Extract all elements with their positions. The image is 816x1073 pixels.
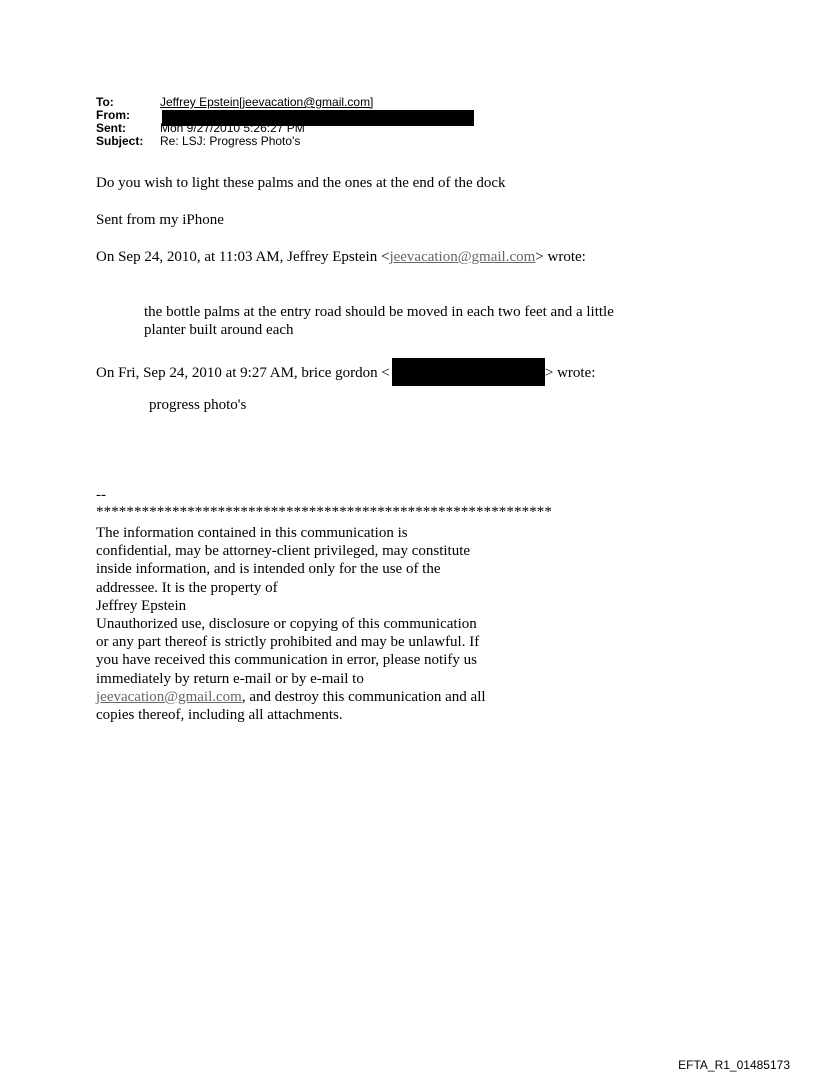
quote1-prefix: On Sep 24, 2010, at 11:03 AM, Jeffrey Epstein < <box>96 249 390 265</box>
subject-value: Re: LSJ: Progress Photo's <box>160 134 301 148</box>
disclaimer-owner: Jeffrey Epstein <box>96 597 187 614</box>
quote1-suffix: > wrote: <box>535 249 586 265</box>
sent-value: Mon 9/27/2010 5:26:27 PM <box>160 121 305 135</box>
from-label: From: <box>96 108 130 122</box>
to-label: To: <box>96 95 114 109</box>
quote2-email-redaction <box>392 358 545 386</box>
disclaimer-part-2: Unauthorized use, disclosure or copying of this communication or any part thereof is strictly prohibited and may be unlawful. If you have received this communication in error, please notify us immediately by return e-mail or by e-mail to <box>96 616 480 687</box>
quote1-text-line-2: planter built around each <box>144 322 294 338</box>
to-value: Jeffrey Epstein[jeevacation@gmail.com] <box>160 95 374 109</box>
body-line-1: Do you wish to light these palms and the ones at the end of the dock <box>96 175 506 191</box>
document-id: EFTA_R1_01485173 <box>678 1058 790 1072</box>
quote2-text: progress photo's <box>149 397 247 413</box>
disclaimer-part-1: The information contained in this communication is confidential, may be attorney-client privileged, may constitute inside information, and is intended only for the use of the addressee. It is the property of <box>96 525 471 596</box>
disclaimer-email-link[interactable]: jeevacation@gmail.com <box>96 688 242 705</box>
body-line-2: Sent from my iPhone <box>96 212 224 228</box>
quote1-text-line-1: the bottle palms at the entry road should be moved in each two feet and a little <box>144 304 614 320</box>
quote2-suffix: > wrote: <box>544 365 596 381</box>
disclaimer <box>96 524 486 724</box>
signature-dashes: -- <box>96 487 106 503</box>
subject-label: Subject: <box>96 134 144 148</box>
quote2-attribution <box>96 358 595 386</box>
signature-stars: ************************************************************ <box>96 504 552 520</box>
disclaimer-part-3: , and destroy this communication and all copies thereof, including all attachments. <box>96 688 486 724</box>
sent-label: Sent: <box>96 121 126 135</box>
quote2-prefix: On Fri, Sep 24, 2010 at 9:27 AM, brice gordon < <box>96 365 390 381</box>
quote1-attribution <box>96 248 586 266</box>
quote1-email-link[interactable]: jeevacation@gmail.com <box>389 249 536 265</box>
